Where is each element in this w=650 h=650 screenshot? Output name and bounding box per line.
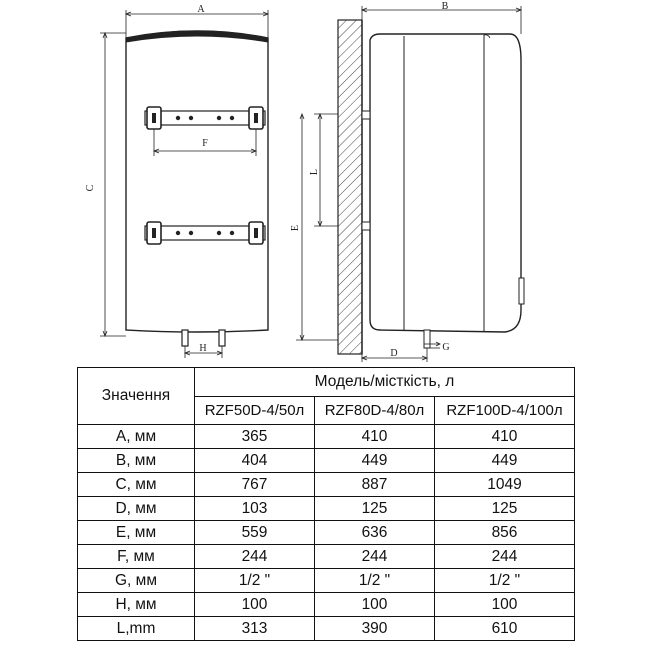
row-label: G, мм — [78, 569, 195, 593]
label-h: H — [199, 343, 207, 354]
label-e: E — [290, 224, 301, 232]
table-row — [78, 449, 575, 473]
label-a: A — [197, 4, 205, 15]
label-g: G — [442, 342, 450, 353]
row-label: A, мм — [78, 425, 195, 449]
table-cell: 100 — [195, 593, 315, 617]
table-row — [78, 425, 575, 449]
table-cell: 103 — [195, 497, 315, 521]
dimension-e — [296, 114, 338, 340]
table-cell: 410 — [315, 425, 435, 449]
label-l: L — [309, 168, 320, 176]
table-cell: 244 — [195, 545, 315, 569]
side-tank-body — [370, 34, 521, 332]
label-c: C — [85, 184, 96, 192]
table-row — [78, 569, 575, 593]
table-row — [78, 521, 575, 545]
table-cell: 1/2 " — [315, 569, 435, 593]
table-cell: 449 — [435, 449, 575, 473]
row-label: B, мм — [78, 449, 195, 473]
model-header: RZF50D-4/50л — [195, 396, 315, 425]
table-cell: 1/2 " — [195, 569, 315, 593]
table-cell: 100 — [315, 593, 435, 617]
table-cell: 390 — [315, 617, 435, 641]
dimensions-table — [77, 367, 575, 641]
side-control-knob — [519, 278, 524, 304]
table-cell: 636 — [315, 521, 435, 545]
label-f: F — [202, 138, 208, 149]
table-cell: 449 — [315, 449, 435, 473]
table-row — [78, 617, 575, 641]
table-cell: 404 — [195, 449, 315, 473]
row-label: C, мм — [78, 473, 195, 497]
table-cell: 244 — [315, 545, 435, 569]
row-label: F, мм — [78, 545, 195, 569]
table-cell: 767 — [195, 473, 315, 497]
side-view — [296, 6, 524, 362]
table-cell: 365 — [195, 425, 315, 449]
front-view — [100, 10, 268, 358]
table-cell: 125 — [435, 497, 575, 521]
table-cell: 100 — [435, 593, 575, 617]
table-cell: 313 — [195, 617, 315, 641]
table-cell: 244 — [435, 545, 575, 569]
row-label: L,mm — [78, 617, 195, 641]
table-cell: 559 — [195, 521, 315, 545]
table-row — [78, 497, 575, 521]
table-header-row — [78, 368, 575, 397]
label-d: D — [390, 348, 398, 359]
table-cell: 856 — [435, 521, 575, 545]
wall-section — [338, 20, 362, 354]
table-cell: 1049 — [435, 473, 575, 497]
row-label: H, мм — [78, 593, 195, 617]
front-tank-body — [126, 31, 268, 332]
table-cell: 1/2 " — [435, 569, 575, 593]
row-label: D, мм — [78, 497, 195, 521]
model-group-header: Модель/місткість, л — [195, 368, 575, 397]
label-b: B — [441, 1, 449, 12]
table-row — [78, 545, 575, 569]
table-cell: 410 — [435, 425, 575, 449]
row-header-cell: Значення — [78, 368, 195, 425]
table-row — [78, 593, 575, 617]
dimension-c — [100, 33, 126, 336]
table-row — [78, 473, 575, 497]
model-header: RZF100D-4/100л — [435, 396, 575, 425]
table-cell: 125 — [315, 497, 435, 521]
model-header: RZF80D-4/80л — [315, 396, 435, 425]
table-cell: 610 — [435, 617, 575, 641]
row-label: E, мм — [78, 521, 195, 545]
table-cell: 887 — [315, 473, 435, 497]
